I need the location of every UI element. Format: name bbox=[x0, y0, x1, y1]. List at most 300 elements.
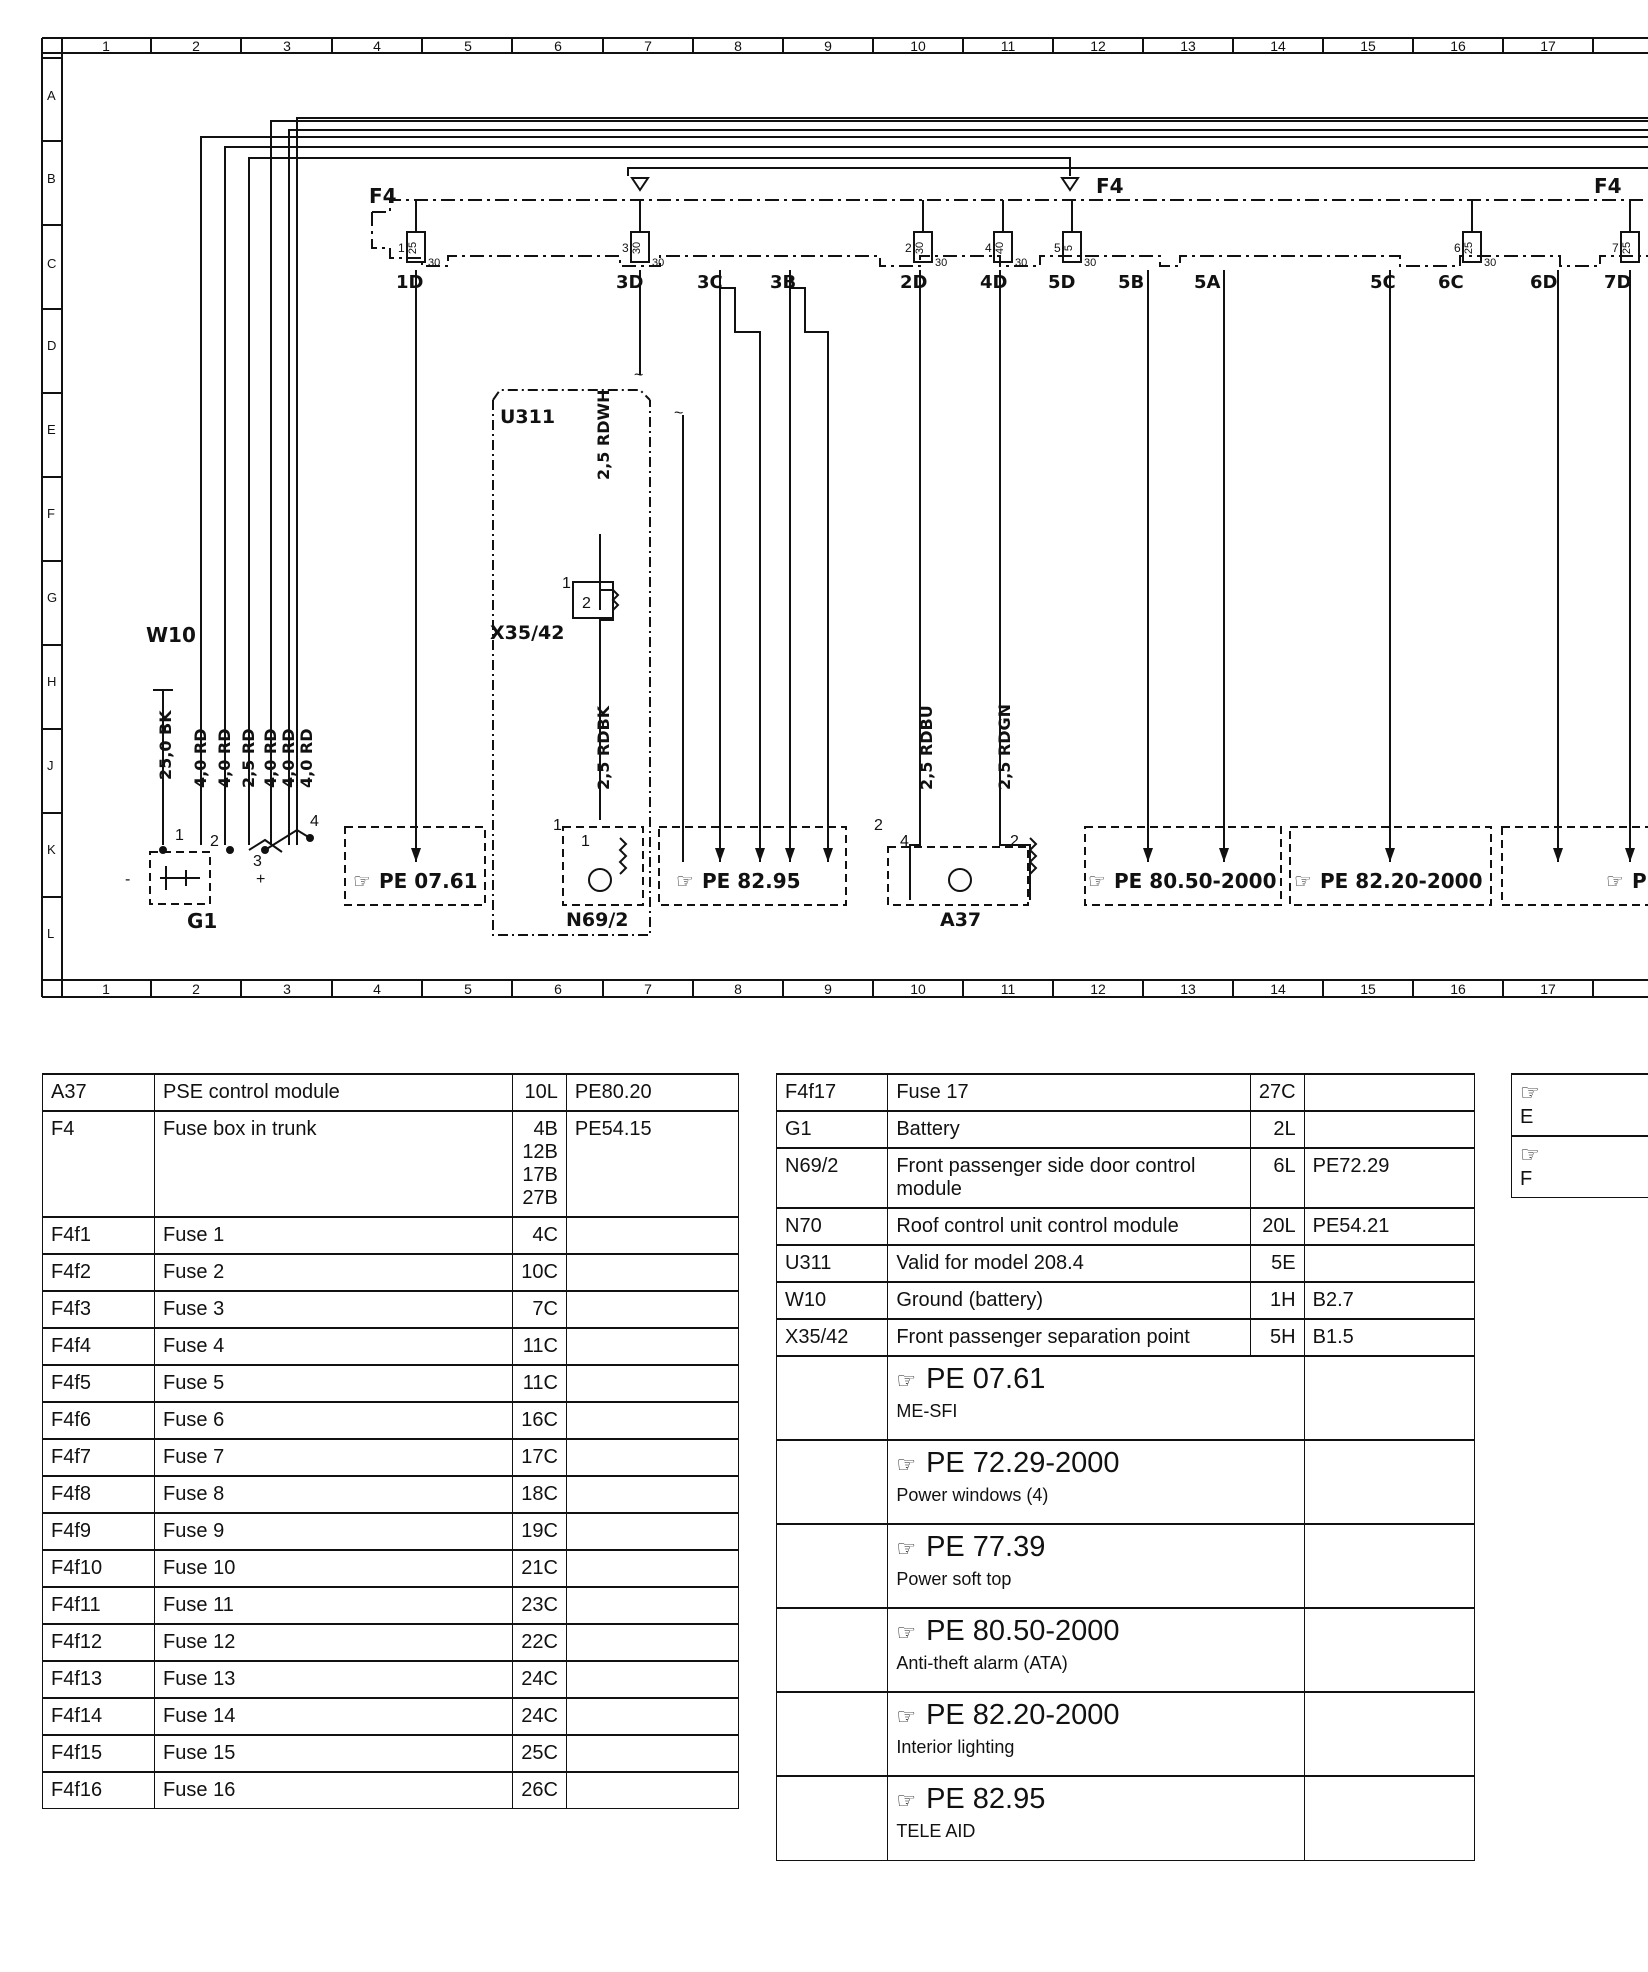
legend-loc: 7C bbox=[513, 1291, 567, 1328]
legend-desc: Fuse 13 bbox=[155, 1661, 513, 1698]
legend-ref bbox=[566, 1698, 738, 1735]
ref-pe-82-20-icon: ☞ bbox=[1294, 869, 1312, 893]
grid-row-F: F bbox=[47, 506, 55, 521]
wire-label-w_rdbu: 2,5 RDBU bbox=[917, 705, 936, 790]
legend-row bbox=[43, 1291, 739, 1328]
legend-loc: 23C bbox=[513, 1587, 567, 1624]
legend-loc: 4C bbox=[513, 1217, 567, 1254]
legend-ref-title bbox=[896, 1615, 1295, 1648]
label-f4: F4 bbox=[369, 184, 397, 208]
legend-ref-code: PE 82.20-2000 bbox=[926, 1699, 1120, 1731]
legend-ref-empty-right bbox=[1304, 1356, 1474, 1440]
hand-icon: ☞ bbox=[896, 1705, 917, 1730]
legend-code: F4f8 bbox=[43, 1476, 155, 1513]
grid-row-G: G bbox=[47, 590, 58, 605]
n-pin-1: 1 bbox=[553, 817, 562, 834]
wire-labels bbox=[156, 389, 1014, 790]
legend-ref bbox=[566, 1550, 738, 1587]
legend-ref-desc: Power soft top bbox=[896, 1569, 1012, 1589]
legend-table-third bbox=[1511, 1073, 1648, 1198]
legend-code: F4 bbox=[43, 1111, 155, 1217]
legend-code: F4f5 bbox=[43, 1365, 155, 1402]
pin-label-5D: 5D bbox=[1048, 272, 1076, 293]
wire-label-w_rdgn: 2,5 RDGN bbox=[995, 703, 1014, 790]
legend-desc: Fuse 6 bbox=[155, 1402, 513, 1439]
pin-label-1D: 1D bbox=[396, 272, 424, 293]
x35-42-connector bbox=[573, 582, 613, 618]
grid-col-11-bottom: 11 bbox=[1000, 981, 1016, 997]
legend-loc: 2L bbox=[1250, 1111, 1304, 1148]
g1-plus: + bbox=[256, 871, 266, 888]
arrow-9 bbox=[1625, 848, 1635, 862]
grid-col-2-top: 2 bbox=[192, 38, 200, 54]
ref-pe-82-95-icon: ☞ bbox=[676, 869, 694, 893]
wire-label-w_rd1: 4,0 RD bbox=[191, 728, 210, 788]
legend-ref: B1.5 bbox=[1304, 1319, 1474, 1356]
legend-ref-empty-right bbox=[1304, 1524, 1474, 1608]
grid-col-2-bottom: 2 bbox=[192, 981, 200, 997]
pin-label-5B: 5B bbox=[1118, 272, 1145, 293]
legend-row bbox=[43, 1476, 739, 1513]
legend-loc: 24C bbox=[513, 1661, 567, 1698]
grid-col-10-bottom: 10 bbox=[910, 981, 926, 997]
grid-col-17-top: 17 bbox=[1540, 38, 1556, 54]
legend-ref bbox=[566, 1735, 738, 1772]
legend-ref-cell bbox=[888, 1356, 1304, 1440]
fuse-f3-number: 3 bbox=[622, 241, 629, 255]
ref-pe-82-20: PE 82.20-2000 bbox=[1320, 869, 1483, 893]
legend-ref bbox=[566, 1217, 738, 1254]
legend-ref-cell bbox=[888, 1524, 1304, 1608]
legend-ref-desc: TELE AID bbox=[896, 1821, 976, 1841]
legend-ref bbox=[566, 1476, 738, 1513]
legend-code: F4f16 bbox=[43, 1772, 155, 1809]
grid-row-H: H bbox=[47, 674, 57, 689]
legend-ref bbox=[1304, 1245, 1474, 1282]
legend-desc: Fuse 4 bbox=[155, 1328, 513, 1365]
output-wires bbox=[416, 270, 1630, 900]
ground-mark-1: ~ bbox=[634, 367, 644, 384]
arrow-8 bbox=[1553, 848, 1563, 862]
legend-row bbox=[43, 1074, 739, 1111]
legend-ref bbox=[566, 1439, 738, 1476]
legend-loc: 27C bbox=[1250, 1074, 1304, 1111]
legend-ref bbox=[566, 1365, 738, 1402]
legend-loc: 1H bbox=[1250, 1282, 1304, 1319]
grid-row-E: E bbox=[47, 422, 56, 437]
legend-ref-row bbox=[777, 1356, 1475, 1440]
g1-pin-3: 3 bbox=[253, 853, 262, 870]
legend-row bbox=[777, 1208, 1475, 1245]
legend-desc: Ground (battery) bbox=[888, 1282, 1251, 1319]
legend-code: N69/2 bbox=[777, 1148, 888, 1208]
grid-col-6-top: 6 bbox=[554, 38, 562, 54]
fuse-f6-amp: 25 bbox=[1463, 241, 1475, 255]
legend-loc: 5H bbox=[1250, 1319, 1304, 1356]
ref-pe-82-95: PE 82.95 bbox=[702, 869, 801, 893]
pin-numbers bbox=[125, 367, 1019, 888]
ref-cut-icon: ☞ bbox=[1606, 869, 1624, 893]
fuse-f6-number: 6 bbox=[1454, 241, 1461, 255]
hand-icon: ☞ bbox=[896, 1453, 917, 1478]
legend-desc: Fuse 14 bbox=[155, 1698, 513, 1735]
ref-pe-80-50-icon: ☞ bbox=[1088, 869, 1106, 893]
legend-third-cell-a bbox=[1512, 1074, 1648, 1136]
legend-ref bbox=[566, 1328, 738, 1365]
legend-row bbox=[43, 1587, 739, 1624]
legend-desc: Front passenger side door control module bbox=[888, 1148, 1251, 1208]
a37-motor-icon bbox=[949, 869, 971, 891]
ground-mark-2: ~ bbox=[674, 405, 684, 422]
grid-col-1-bottom: 1 bbox=[102, 981, 110, 997]
legend-code: G1 bbox=[777, 1111, 888, 1148]
wire-label-w_rdwh: 2,5 RDWH bbox=[594, 389, 613, 480]
g1-minus: - bbox=[125, 871, 131, 888]
legend-left-body bbox=[43, 1074, 739, 1809]
grid-col-5-top: 5 bbox=[464, 38, 472, 54]
legend-ref-code: PE 80.50-2000 bbox=[926, 1615, 1120, 1647]
legend-ref: B2.7 bbox=[1304, 1282, 1474, 1319]
legend-loc: 21C bbox=[513, 1550, 567, 1587]
grid-col-12-bottom: 12 bbox=[1090, 981, 1106, 997]
fuse-f3-out: 30 bbox=[652, 257, 665, 269]
legend-ref-empty bbox=[777, 1440, 888, 1524]
pin-label-3C: 3C bbox=[697, 272, 723, 293]
legend-ref-desc: ME-SFI bbox=[896, 1401, 958, 1421]
legend-code: F4f4 bbox=[43, 1328, 155, 1365]
legend-row bbox=[43, 1439, 739, 1476]
wire-label-w_rd5: 4,0 RD bbox=[279, 728, 298, 788]
grid-col-7-bottom: 7 bbox=[644, 981, 652, 997]
legend-ref-empty-right bbox=[1304, 1608, 1474, 1692]
legend-ref-empty bbox=[777, 1776, 888, 1860]
legend-row bbox=[777, 1319, 1475, 1356]
legend-ref-title bbox=[896, 1699, 1295, 1732]
legend-table-left bbox=[42, 1073, 739, 1809]
grid-col-13-bottom: 13 bbox=[1180, 981, 1196, 997]
legend-loc: 11C bbox=[513, 1365, 567, 1402]
arrow-1 bbox=[715, 848, 725, 862]
legend-loc: 17C bbox=[513, 1439, 567, 1476]
legend-row bbox=[43, 1402, 739, 1439]
grid-col-8-top: 8 bbox=[734, 38, 742, 54]
grid-row-K: K bbox=[47, 842, 56, 857]
grid-col-14-bottom: 14 bbox=[1270, 981, 1286, 997]
grid-col-14-top: 14 bbox=[1270, 38, 1286, 54]
grid-col-3-top: 3 bbox=[283, 38, 291, 54]
g1-pin-1: 1 bbox=[175, 827, 184, 844]
label-x35-42: X35/42 bbox=[490, 622, 565, 644]
grid-col-17-bottom: 17 bbox=[1540, 981, 1556, 997]
wire-label-w_bk: 25,0 BK bbox=[156, 710, 175, 780]
legend-ref-title bbox=[896, 1447, 1295, 1480]
grid-col-4-bottom: 4 bbox=[373, 981, 381, 997]
fuse-f2-number: 2 bbox=[905, 241, 912, 255]
hand-icon: ☞ bbox=[896, 1621, 917, 1646]
legend-code: W10 bbox=[777, 1282, 888, 1319]
ref-pe-07-61-icon: ☞ bbox=[353, 869, 371, 893]
label-u311: U311 bbox=[500, 406, 556, 428]
legend-ref-row bbox=[777, 1440, 1475, 1524]
legend-desc: Fuse 9 bbox=[155, 1513, 513, 1550]
pin-label-2D: 2D bbox=[900, 272, 928, 293]
legend-row bbox=[777, 1148, 1475, 1208]
grid-row-A: A bbox=[47, 88, 56, 103]
fuse-f4-amp: 40 bbox=[994, 241, 1006, 255]
legend-row bbox=[43, 1772, 739, 1809]
legend-ref-empty bbox=[777, 1608, 888, 1692]
legend-code: N70 bbox=[777, 1208, 888, 1245]
legend-code: A37 bbox=[43, 1074, 155, 1111]
label-n69-2: N69/2 bbox=[566, 909, 629, 931]
legend-desc: Fuse box in trunk bbox=[155, 1111, 513, 1217]
component-labels bbox=[146, 174, 1622, 933]
legend-ref-desc: Interior lighting bbox=[896, 1737, 1015, 1757]
a-pin-2: 2 bbox=[874, 817, 883, 834]
grid-col-7-top: 7 bbox=[644, 38, 652, 54]
legend-loc: 26C bbox=[513, 1772, 567, 1809]
legend-loc: 16C bbox=[513, 1402, 567, 1439]
fuse-f1-number: 1 bbox=[398, 241, 405, 255]
legend-third-a: E bbox=[1520, 1106, 1534, 1128]
legend-ref bbox=[566, 1624, 738, 1661]
pin-label-6D: 6D bbox=[1530, 272, 1558, 293]
grid-col-8-bottom: 8 bbox=[734, 981, 742, 997]
legend-ref-cell bbox=[888, 1440, 1304, 1524]
reference-boxes bbox=[150, 827, 1648, 905]
legend-loc: 10L bbox=[513, 1074, 567, 1111]
legend-row bbox=[43, 1661, 739, 1698]
fuses bbox=[398, 200, 1639, 269]
legend-row bbox=[43, 1624, 739, 1661]
legend-ref bbox=[566, 1254, 738, 1291]
legend-loc: 19C bbox=[513, 1513, 567, 1550]
legend-row bbox=[43, 1111, 739, 1217]
legend-code: F4f1 bbox=[43, 1217, 155, 1254]
wire-label-w_rd2: 4,0 RD bbox=[215, 728, 234, 788]
fuse-f5-number: 5 bbox=[1054, 241, 1061, 255]
legend-ref-row bbox=[777, 1608, 1475, 1692]
legend-code: X35/42 bbox=[777, 1319, 888, 1356]
legend-ref-empty-right bbox=[1304, 1776, 1474, 1860]
legend-code: F4f15 bbox=[43, 1735, 155, 1772]
legend-third-cell-b bbox=[1512, 1136, 1648, 1198]
legend-loc: 22C bbox=[513, 1624, 567, 1661]
arrow-0 bbox=[411, 848, 421, 862]
grid-col-15-top: 15 bbox=[1360, 38, 1376, 54]
grid-col-11-top: 11 bbox=[1000, 38, 1016, 54]
legend-ref-row bbox=[777, 1692, 1475, 1776]
grid-labels bbox=[47, 38, 1556, 997]
legend-code: F4f17 bbox=[777, 1074, 888, 1111]
pin-label-5C: 5C bbox=[1370, 272, 1396, 293]
legend-desc: Fuse 1 bbox=[155, 1217, 513, 1254]
legend-ref bbox=[1304, 1074, 1474, 1111]
fuse-f2 bbox=[905, 200, 947, 269]
legend-loc: 11C bbox=[513, 1328, 567, 1365]
wire-label-w_rd3: 2,5 RD bbox=[239, 728, 258, 788]
fuse-f3 bbox=[622, 200, 664, 269]
arrow-7 bbox=[1385, 848, 1395, 862]
legend-loc: 25C bbox=[513, 1735, 567, 1772]
legend-ref: PE54.15 bbox=[566, 1111, 738, 1217]
legend-ref bbox=[566, 1402, 738, 1439]
supply-arrow-1 bbox=[1062, 178, 1078, 190]
grid-row-D: D bbox=[47, 338, 57, 353]
pin-label-6C: 6C bbox=[1438, 272, 1464, 293]
legend-ref-empty bbox=[777, 1692, 888, 1776]
label-w10: W10 bbox=[146, 623, 196, 647]
legend-code: U311 bbox=[777, 1245, 888, 1282]
legend-desc: Fuse 11 bbox=[155, 1587, 513, 1624]
x-pin-1: 1 bbox=[562, 575, 571, 592]
fuse-f7-amp: 25 bbox=[1621, 241, 1633, 255]
wire-label-w_rd6: 4,0 RD bbox=[297, 728, 316, 788]
legend-row bbox=[777, 1074, 1475, 1111]
legend-desc: Fuse 10 bbox=[155, 1550, 513, 1587]
supply-wires bbox=[153, 118, 1648, 852]
legend-code: F4f12 bbox=[43, 1624, 155, 1661]
legend-ref-row bbox=[777, 1524, 1475, 1608]
legend-row bbox=[43, 1735, 739, 1772]
label-g1: G1 bbox=[187, 909, 218, 933]
legend-ref-empty-right bbox=[1304, 1440, 1474, 1524]
grid-row-J: J bbox=[47, 758, 54, 773]
legend-loc: 20L bbox=[1250, 1208, 1304, 1245]
ref-pe-07-61: PE 07.61 bbox=[379, 869, 478, 893]
legend-ref: PE54.21 bbox=[1304, 1208, 1474, 1245]
legend-code: F4f7 bbox=[43, 1439, 155, 1476]
legend-desc: Fuse 5 bbox=[155, 1365, 513, 1402]
label-f4-2: F4 bbox=[1096, 174, 1124, 198]
legend-desc: Fuse 17 bbox=[888, 1074, 1251, 1111]
legend-code: F4f14 bbox=[43, 1698, 155, 1735]
grid-col-15-bottom: 15 bbox=[1360, 981, 1376, 997]
legend-desc: Roof control unit control module bbox=[888, 1208, 1251, 1245]
legend-ref-desc: Anti-theft alarm (ATA) bbox=[896, 1653, 1068, 1673]
legend-desc: Fuse 8 bbox=[155, 1476, 513, 1513]
hand-icon: ☞ bbox=[896, 1537, 917, 1562]
u311-boundary bbox=[493, 390, 650, 935]
fuse-f4 bbox=[985, 200, 1027, 269]
legend-ref: PE80.20 bbox=[566, 1074, 738, 1111]
arrow-4 bbox=[823, 848, 833, 862]
pin-label-7D: 7D bbox=[1604, 272, 1632, 293]
grid-col-3-bottom: 3 bbox=[283, 981, 291, 997]
label-a37: A37 bbox=[940, 909, 982, 931]
g1-pin-2: 2 bbox=[210, 833, 219, 850]
grid-col-10-top: 10 bbox=[910, 38, 926, 54]
legend-ref-empty bbox=[777, 1524, 888, 1608]
legend-desc: Fuse 7 bbox=[155, 1439, 513, 1476]
legend-ref bbox=[566, 1587, 738, 1624]
grid-col-16-top: 16 bbox=[1450, 38, 1466, 54]
legend-ref bbox=[566, 1772, 738, 1809]
a-pin-2b: 2 bbox=[1010, 833, 1019, 850]
grid-col-16-bottom: 16 bbox=[1450, 981, 1466, 997]
legend-code: F4f11 bbox=[43, 1587, 155, 1624]
grid-col-5-bottom: 5 bbox=[464, 981, 472, 997]
legend-desc: Fuse 2 bbox=[155, 1254, 513, 1291]
hand-icon: ☞ bbox=[896, 1369, 917, 1394]
fuse-f4-out: 30 bbox=[1015, 257, 1028, 269]
legend-desc: Fuse 12 bbox=[155, 1624, 513, 1661]
legend-ref-code: PE 72.29-2000 bbox=[926, 1447, 1120, 1479]
label-f4-3: F4 bbox=[1594, 174, 1622, 198]
fuse-f5-out: 30 bbox=[1084, 257, 1097, 269]
wire-label-w_rdbk: 2,5 RDBK bbox=[594, 705, 613, 790]
n-pin-1b: 1 bbox=[581, 833, 590, 850]
legend-ref-title bbox=[896, 1783, 1295, 1816]
arrow-6 bbox=[1219, 848, 1229, 862]
legend-row bbox=[777, 1245, 1475, 1282]
pin-label-4D: 4D bbox=[980, 272, 1008, 293]
fuse-f7 bbox=[1612, 200, 1639, 262]
grid-row-B: B bbox=[47, 171, 56, 186]
legend-ref-cell bbox=[888, 1776, 1304, 1860]
x-pin-2: 2 bbox=[582, 595, 591, 612]
grid-row-L: L bbox=[47, 926, 55, 941]
grid-col-9-bottom: 9 bbox=[824, 981, 832, 997]
legend-row bbox=[43, 1513, 739, 1550]
legend-row bbox=[777, 1111, 1475, 1148]
legend-row bbox=[777, 1282, 1475, 1319]
legend-desc: Valid for model 208.4 bbox=[888, 1245, 1251, 1282]
reference-labels bbox=[353, 869, 1647, 893]
arrow-3 bbox=[785, 848, 795, 862]
legend-desc: Battery bbox=[888, 1111, 1251, 1148]
legend-code: F4f13 bbox=[43, 1661, 155, 1698]
legend-row bbox=[43, 1254, 739, 1291]
legend-loc: 4B 12B 17B 27B bbox=[513, 1111, 567, 1217]
fuse-f2-out: 30 bbox=[935, 257, 948, 269]
legend-ref bbox=[1304, 1111, 1474, 1148]
legend-ref-code: PE 07.61 bbox=[926, 1363, 1046, 1395]
legend-loc: 18C bbox=[513, 1476, 567, 1513]
legend-code: F4f9 bbox=[43, 1513, 155, 1550]
legend-ref: PE72.29 bbox=[1304, 1148, 1474, 1208]
legend-ref-desc: Power windows (4) bbox=[896, 1485, 1049, 1505]
fuse-f1-amp: 25 bbox=[407, 241, 419, 255]
legend-right-body bbox=[777, 1074, 1475, 1860]
legend-ref-title bbox=[896, 1363, 1295, 1396]
legend-row bbox=[43, 1217, 739, 1254]
legend-desc: Fuse 15 bbox=[155, 1735, 513, 1772]
legend-desc: Front passenger separation point bbox=[888, 1319, 1251, 1356]
a-pin-4: 4 bbox=[900, 833, 909, 850]
pin-labels bbox=[396, 272, 1631, 293]
legend-code: F4f2 bbox=[43, 1254, 155, 1291]
legend-loc: 10C bbox=[513, 1254, 567, 1291]
legend-ref-empty-right bbox=[1304, 1692, 1474, 1776]
legend-loc: 24C bbox=[513, 1698, 567, 1735]
arrow-5 bbox=[1143, 848, 1153, 862]
legend-row bbox=[43, 1550, 739, 1587]
legend-ref bbox=[566, 1661, 738, 1698]
legend-row bbox=[43, 1328, 739, 1365]
grid-col-9-top: 9 bbox=[824, 38, 832, 54]
legend-loc: 5E bbox=[1250, 1245, 1304, 1282]
legend-third-b: F bbox=[1520, 1168, 1533, 1190]
pin-label-5A: 5A bbox=[1194, 272, 1221, 293]
grid-col-4-top: 4 bbox=[373, 38, 381, 54]
hand-icon: ☞ bbox=[896, 1789, 917, 1814]
fuse-f1-out: 30 bbox=[428, 257, 441, 269]
legend-ref-code: PE 77.39 bbox=[926, 1531, 1046, 1563]
wire-label-w_rd4: 4,0 RD bbox=[261, 728, 280, 788]
hand-icon: ☞ bbox=[1520, 1143, 1540, 1168]
n69-2-motor-icon bbox=[589, 869, 611, 891]
